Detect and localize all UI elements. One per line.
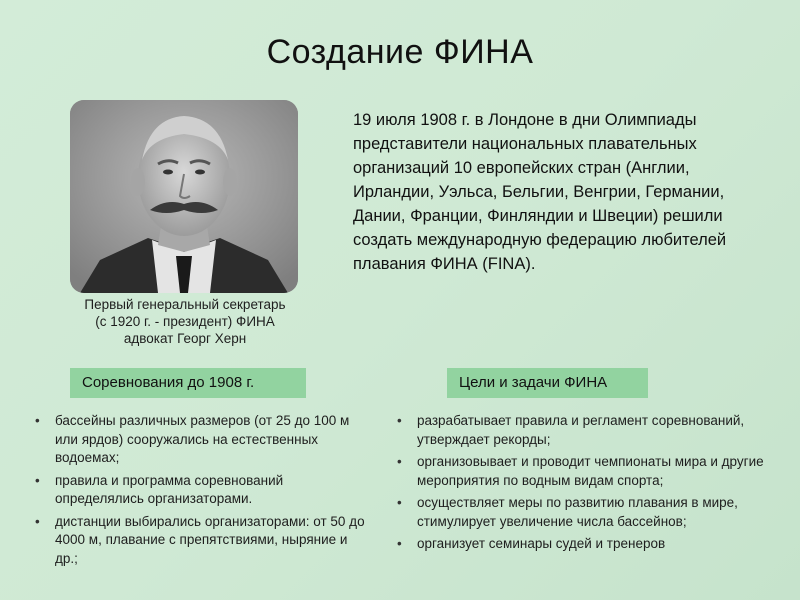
section-label-competitions: Соревнования до 1908 г.	[70, 368, 306, 398]
portrait-image	[70, 100, 298, 293]
section-label-goals: Цели и задачи ФИНА	[447, 368, 648, 398]
competitions-list	[30, 412, 365, 572]
caption-line: Первый генеральный секретарь	[84, 297, 286, 312]
caption-line: адвокат Георг Херн	[123, 331, 247, 346]
list-item: • разрабатывает правила и регламент соревнований, утверждает рекорды;	[392, 412, 777, 449]
list-item: • организует семинары судей и тренеров	[392, 535, 777, 554]
list-item: • дистанции выбирались организаторами: от 50 до 4000 м, плавание с препятствиями, ныряние и др.;	[30, 513, 365, 569]
caption-line: (с 1920 г. - президент) ФИНА	[95, 314, 275, 329]
list-item: • организовывает и проводит чемпионаты мира и другие мероприятия по водным видам спорта;	[392, 453, 777, 490]
portrait-photo	[70, 100, 298, 293]
slide-title: Создание ФИНА	[266, 33, 534, 71]
intro-paragraph	[353, 108, 773, 276]
intro-text: 19 июля 1908 г. в Лондоне в дни Олимпиады представители национальных плавательных организаций 10 европейских стран (Англии, Ирландии, Уэльса, Бельгии, Венгрии, Германии, Дании, Франции, Финляндии и Швеции) решили создать международную федерацию любителей плавания ФИНА (FINA).	[353, 111, 727, 273]
list-item: • бассейны различных размеров (от 25 до 100 м или ярдов) сооружались на естественных водоемах;	[30, 412, 365, 468]
portrait-caption	[60, 296, 310, 347]
list-item: • осуществляет меры по развитию плавания в мире, стимулирует увеличение числа бассейнов;	[392, 494, 777, 531]
list-item: • правила и программа соревнований определялись организаторами.	[30, 472, 365, 509]
goals-list	[392, 412, 777, 558]
